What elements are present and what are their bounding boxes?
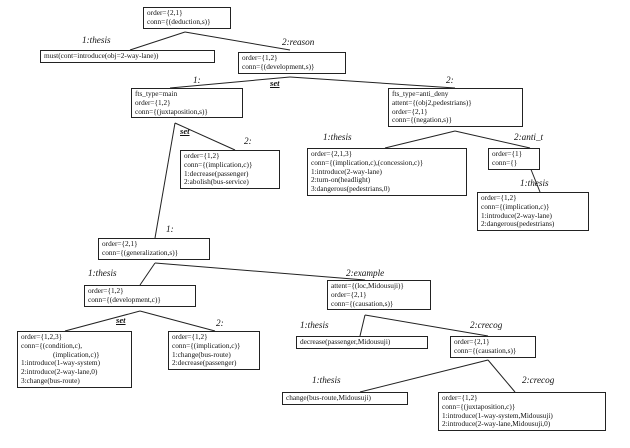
node-line: conn={(development,c)}	[88, 294, 161, 304]
node-line: conn={(deduction,s)}	[147, 16, 211, 26]
node-line: order={1}	[492, 149, 523, 158]
node-line: order={1,2}	[172, 332, 208, 341]
node-line: order={2,1}	[147, 8, 183, 17]
edge-root-must	[130, 32, 185, 50]
implication-intro-node	[477, 192, 589, 231]
order-1-node	[488, 148, 540, 170]
node-line: conn={(juxtaposition,c)}	[442, 401, 516, 411]
node-line: 1:change(bus-route)	[172, 349, 231, 359]
edge-label: 2:	[216, 318, 224, 328]
edge-label: 2:crecog	[522, 375, 555, 385]
decrease-node	[296, 336, 428, 349]
edge-label: 1:	[166, 224, 174, 234]
edge-develop-cond	[65, 311, 140, 331]
thesis-123-node	[307, 148, 467, 196]
node-line: order={1,2}	[184, 151, 220, 160]
edge-anti-thesis123	[385, 131, 455, 148]
edge-main-general	[155, 123, 175, 238]
causation-node	[450, 336, 536, 358]
node-line: conn={(condition,c),	[21, 340, 83, 350]
anti-deny-node	[388, 88, 523, 127]
edge-example-decrease	[360, 315, 365, 336]
node-line: order={2,1}	[331, 289, 367, 299]
juxtaposition-node	[438, 392, 606, 431]
node-line: 3:dangerous(pedestrians,0)	[311, 184, 390, 194]
node-line: conn={(implication,c)}	[481, 201, 550, 211]
edge-label: 2:crecog	[470, 320, 503, 330]
set-marker: set	[116, 315, 126, 325]
edge-root-reason	[185, 32, 290, 50]
edge-label: 1:thesis	[312, 375, 341, 385]
edge-develop-busroute	[140, 311, 215, 331]
node-line: conn={(causation,s)}	[331, 298, 394, 308]
edge-label: 1:	[193, 75, 201, 85]
node-line: conn={(negation,s)}	[392, 115, 452, 125]
node-line: 1:introduce(2-way-lane)	[311, 166, 382, 176]
development-node	[84, 285, 196, 307]
node-line: decrease(passenger,Midousuji)	[300, 337, 391, 346]
edge-general-develop	[140, 263, 155, 285]
node-line: conn={(implication,c)}	[172, 340, 241, 350]
edge-label: 1:thesis	[300, 320, 329, 330]
node-line: conn={(causation,s)}	[454, 345, 517, 355]
must-node	[40, 50, 215, 63]
main-node	[131, 88, 243, 118]
node-line: order={1,2}	[242, 53, 278, 62]
condition-node	[17, 331, 132, 388]
edge-label: 1:thesis	[88, 268, 117, 278]
node-line: order={1,2}	[88, 286, 124, 295]
edge-label: 2:example	[346, 268, 385, 278]
node-line: order={1,2}	[135, 97, 171, 107]
node-line: must(cont=introduce(obj=2-way-lane))	[44, 51, 159, 60]
edge-label: 2:	[244, 136, 252, 146]
node-line: order={2,1,3}	[311, 149, 353, 158]
node-line: order={1,2}	[481, 193, 517, 202]
node-line: conn={}	[492, 157, 518, 167]
node-line: conn={(implication,c)}	[184, 159, 253, 169]
node-line: order={2,1}	[102, 239, 138, 248]
node-line: conn={(implication,c),(concession,c)}	[311, 157, 424, 167]
edge-caus-juxta	[488, 360, 515, 392]
edge-label: 2:anti_t	[514, 132, 544, 142]
set-marker: set	[180, 126, 190, 136]
node-line: conn={(generalization,s)}	[102, 247, 179, 257]
node-line: conn={(development,s)}	[242, 61, 315, 71]
node-line: 2:decrease(passenger)	[172, 358, 237, 368]
node-line: fts_type=main	[135, 89, 178, 98]
edge-general-example	[155, 263, 365, 280]
node-line: fts_type=anti_deny	[392, 89, 449, 98]
reason-node	[238, 52, 346, 74]
bus-route-node	[168, 331, 260, 370]
node-line: (implication,c)}	[53, 349, 100, 359]
node-line: order={1,2,3}	[21, 332, 63, 341]
edge-reason-anti	[290, 77, 455, 88]
node-line: change(bus-route,Midousuji)	[286, 393, 371, 402]
set-marker: set	[270, 78, 280, 88]
node-line: 2:introduce(2-way-lane,0)	[21, 367, 98, 377]
root-node	[143, 7, 231, 29]
change-node	[282, 392, 408, 405]
node-line: 2:turn-on(headlight)	[311, 175, 371, 185]
edge-label: 2:	[446, 75, 454, 85]
node-line: attent={(obj2,pedestrians)}	[392, 97, 472, 107]
node-line: 2:introduce(2-way-lane,Midousuji,0)	[442, 419, 551, 429]
edge-label: 2:reason	[282, 37, 315, 47]
edge-label: 1:thesis	[82, 35, 111, 45]
edge-caus-change	[360, 360, 488, 392]
node-line: 1:introduce(2-way-lane)	[481, 210, 552, 220]
node-line: 2:dangerous(pedestrians)	[481, 219, 555, 229]
implication-node-2	[180, 150, 280, 189]
node-line: conn={(juxtaposition,s)}	[135, 106, 208, 116]
node-line: attent={(loc,Midousuji)}	[331, 281, 404, 290]
generalization-node	[98, 238, 210, 260]
edge-label: 1:thesis	[520, 178, 549, 188]
example-node	[327, 280, 431, 310]
node-line: 1:decrease(passenger)	[184, 168, 249, 178]
node-line: order={2,1}	[454, 337, 490, 346]
edge-label: 1:thesis	[323, 132, 352, 142]
node-line: 1:introduce(1-way-system,Midousuji)	[442, 410, 553, 420]
node-line: 1:introduce(1-way-system)	[21, 358, 101, 368]
node-line: 2:abolish(bus-service)	[184, 177, 249, 187]
node-line: 3:change(bus-route)	[21, 375, 80, 385]
node-line: order={1,2}	[442, 393, 478, 402]
node-line: order={2,1}	[392, 106, 428, 116]
